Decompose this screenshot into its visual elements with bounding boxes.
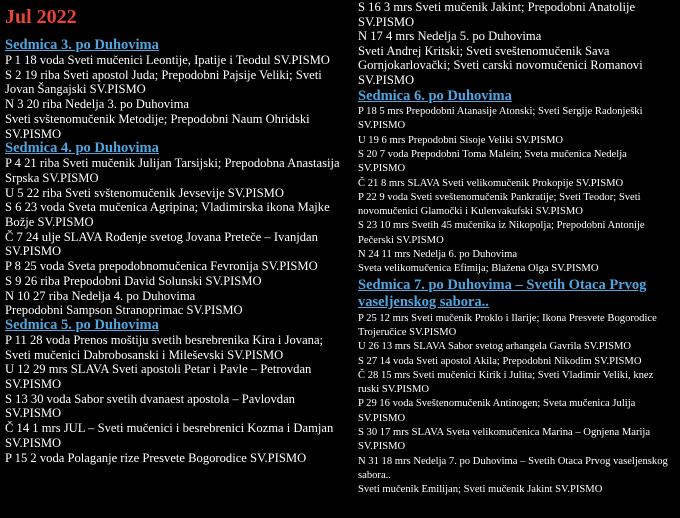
calendar-entry: Sveta velikomučenica Efimija; Blažena Olga SV.PISMO xyxy=(358,263,599,275)
month-title: Jul 2022 xyxy=(5,6,77,28)
calendar-entry: P 29 16 voda Sveštenomučenik Antinogen; Sveta mučenica Julija SV.PISMO xyxy=(358,398,636,424)
calendar-entry: P 4 21 riba Sveti mučenik Julijan Tarsijski; Prepodobna Anastasija Srpska SV.PISMO xyxy=(5,156,340,185)
calendar-entry: N 31 18 mrs Nedelja 7. po Duhovima – Svetih Otaca Prvog vaseljenskog sabora.. xyxy=(358,455,668,481)
calendar-entry: Č 28 15 mrs Sveti mučenici Kirik i Julita; Sveti Vladimir Veliki, knez ruski SV.PISMO xyxy=(358,369,654,396)
calendar-entry: S 20 7 voda Prepodobni Toma Malein; Sveta mučenica Nedelja SV.PISMO xyxy=(358,148,627,175)
calendar-entry: P 25 12 mrs Sveti mučenik Proklo i Ilarije; Ikona Presvete Bogorodice Trojeručice SV.PISMO xyxy=(358,312,657,338)
section-heading-link[interactable]: Sedmica 5. po Duhovima xyxy=(5,316,159,333)
calendar-entry: S 6 23 voda Sveta mučenica Agripina; Vladimirska ikona Majke Božje SV.PISMO xyxy=(5,200,330,230)
calendar-entry: S 2 19 riba Sveti apostol Juda; Prepodobni Pajsije Veliki; Sveti Jovan Šangajski SV.PISMO xyxy=(5,67,322,97)
calendar-entry: S 13 30 voda Sabor svetih dvanaest apostola – Pavlovdan SV.PISMO xyxy=(5,391,295,421)
left-entries xyxy=(5,38,350,465)
calendar-entry: Č 21 8 mrs SLAVA Sveti velikomučenik Prokopije SV.PISMO xyxy=(358,177,624,189)
calendar-entry: U 5 22 riba Sveti svštenomučenik Jevsevije SV.PISMO xyxy=(5,185,284,200)
calendar-entry: N 24 11 mrs Nedelja 6. po Duhovima xyxy=(358,249,518,261)
calendar-entry: U 19 6 mrs Prepodobni Sisoje Veliki SV.PISMO xyxy=(358,134,564,146)
calendar-entry: Prepodobni Sampson Stranoprimac SV.PISMO xyxy=(5,303,243,318)
calendar-entry: P 1 18 voda Sveti mučenici Leontije, Ipatije i Teodul SV.PISMO xyxy=(5,53,330,67)
calendar-entry: P 22 9 voda Sveti sveštenomučenik Pankratije; Sveti Teodor; Sveti novomučenici Glamočki i Kulenvakufski SV.PISMO xyxy=(358,191,641,218)
calendar-entry: U 26 13 mrs SLAVA Sabor svetog arhangela Gavrila SV.PISMO xyxy=(358,341,632,353)
calendar-entry: P 8 25 voda Sveta prepodobnomučenica Fevronija SV.PISMO xyxy=(5,259,318,274)
calendar-entry: N 17 4 mrs Nedelja 5. po Duhovima xyxy=(358,29,542,44)
calendar-entry: P 18 5 mrs Prepodobni Atanasije Atonski; Sveti Sergije Radonješki SV.PISMO xyxy=(358,106,643,132)
calendar-entry: S 9 26 riba Prepodobni David Solunski SV.PISMO xyxy=(5,273,262,288)
right-column xyxy=(358,0,676,497)
calendar-entry: S 30 17 mrs SLAVA Sveta velikomučenica Marina – Ognjena Marija SV.PISMO xyxy=(358,427,651,453)
section-heading-link[interactable]: Sedmica 6. po Duhovima xyxy=(358,87,512,104)
section-heading-link[interactable]: Sedmica 3. po Duhovima xyxy=(5,37,159,53)
right-entries xyxy=(358,0,676,497)
calendar-entry: Sveti Andrej Kritski; Sveti sveštenomučenik Sava Gornjokarlovački; Sveti carski novomučenici Romanovi SV.PISMO xyxy=(358,43,643,87)
section-heading-link[interactable]: Sedmica 4. po Duhovima xyxy=(5,140,159,157)
calendar-entry: N 3 20 riba Nedelja 3. po Duhovima xyxy=(5,97,189,112)
section-heading-link[interactable]: Sedmica 7. po Duhovima – Svetih Otaca Prvog vaseljenskog sabora.. xyxy=(358,276,647,311)
calendar-entry: P 11 28 voda Prenos moštiju svetih besrebrenika Kira i Jovana; Sveti mučenici Dabrobosanski i Mileševski SV.PISMO xyxy=(5,332,324,362)
calendar-entry: S 27 14 voda Sveti apostol Akila; Prepodobni Nikodim SV.PISMO xyxy=(358,355,642,367)
calendar-entry: Č 7 24 ulje SLAVA Rođenje svetog Jovana Preteče – Ivanjdan SV.PISMO xyxy=(5,229,318,259)
left-column xyxy=(5,0,350,465)
calendar-entry: Č 14 1 mrs JUL – Sveti mučenici i besrebrenici Kozma i Damjan SV.PISMO xyxy=(5,421,334,450)
calendar-entry: N 10 27 riba Nedelja 4. po Duhovima xyxy=(5,288,196,303)
calendar-entry: Sveti svštenomučenik Metodije; Prepodobni Naum Ohridski SV.PISMO xyxy=(5,111,310,141)
calendar-entry: P 15 2 voda Polaganje rize Presvete Bogorodice SV.PISMO xyxy=(5,450,307,465)
calendar-entry: U 12 29 mrs SLAVA Sveti apostoli Petar i Pavle – Petrovdan SV.PISMO xyxy=(5,362,312,392)
calendar-entry: Sveti mučenik Emilijan; Sveti mučenik Jakint SV.PISMO xyxy=(358,484,603,496)
calendar-entry: S 16 3 mrs Sveti mučenik Jakint; Prepodobni Anatolije SV.PISMO xyxy=(358,0,636,29)
calendar-entry: S 23 10 mrs Svetih 45 mučenika iz Nikopolja; Prepodobni Antonije Pečerski SV.PISMO xyxy=(358,220,645,246)
